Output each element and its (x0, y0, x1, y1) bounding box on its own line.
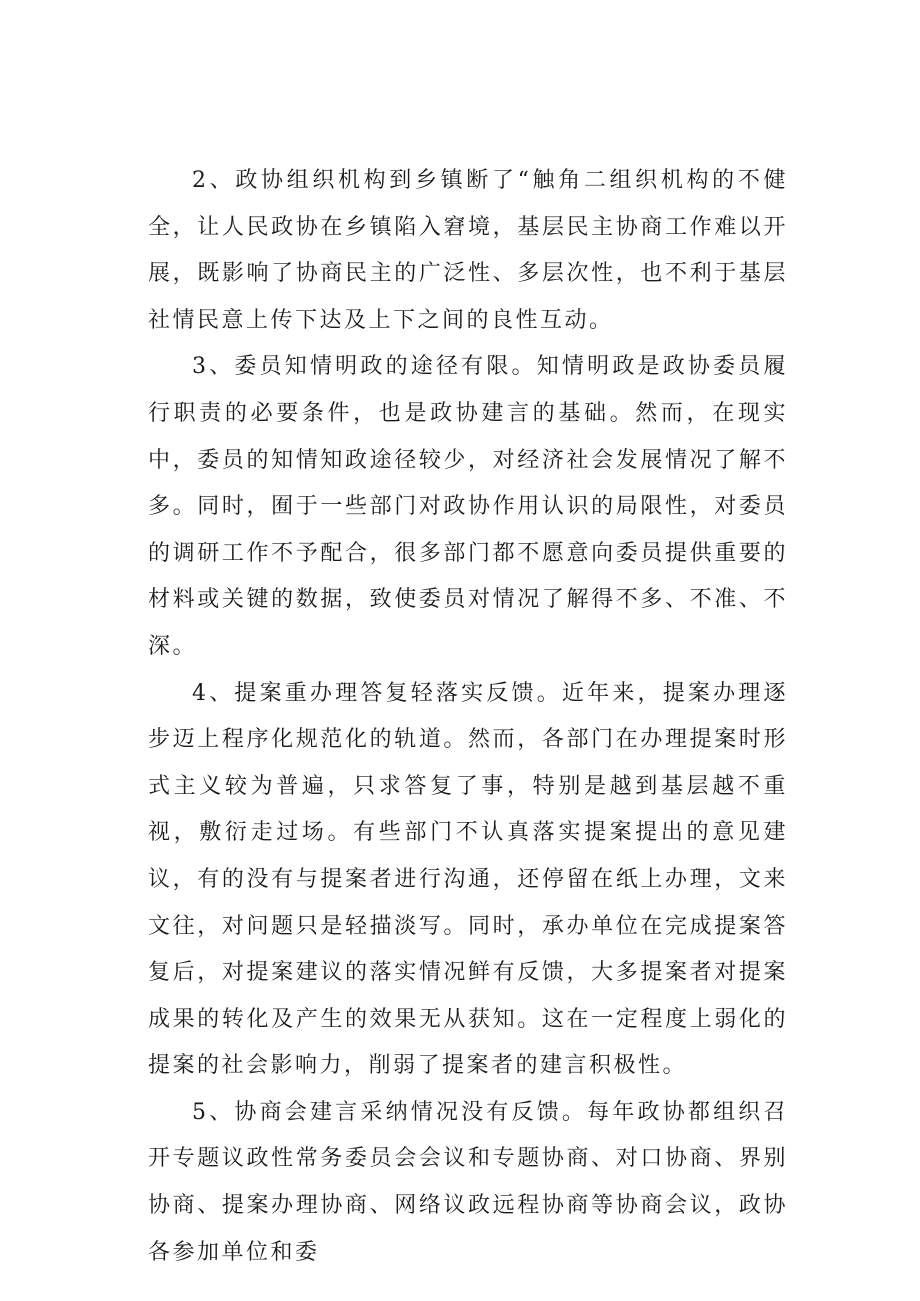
paragraph-5: 5、协商会建言采纳情况没有反馈。每年政协都组织召开专题议政性常务委员会会议和专题协商、对口协商、界别协商、提案办理协商、网络议政远程协商等协商会议，政协各参加单位和委 (148, 1099, 788, 1265)
document-body (148, 158, 788, 1276)
paragraph-2: 2、政协组织机构到乡镇断了“触角二组织机构的不健全，让人民政协在乡镇陷入窘境，基层民主协商工作难以开展，既影响了协商民主的广泛性、多层次性，也不利于基层社情民意上传下达及上下之间的良性互动。 (148, 168, 788, 333)
paragraph-3: 3、委员知情明政的途径有限。知情明政是政协委员履行职责的必要条件，也是政协建言的基础。然而，在现实中，委员的知情知政途径较少，对经济社会发展情况了解不多。同时，囿于一些部门对政协作用认识的局限性，对委员的调研工作不予配合，很多部门都不愿意向委员提供重要的材料或关键的数据，致使委员对情况了解得不多、不准、不深。 (148, 354, 788, 659)
paragraph-4: 4、提案重办理答复轻落实反馈。近年来，提案办理逐步迈上程序化规范化的轨道。然而，各部门在办理提案时形式主义较为普遍，只求答复了事，特别是越到基层越不重视，敷衍走过场。有些部门不认真落实提案提出的意见建议，有的没有与提案者进行沟通，还停留在纸上办理，文来文往，对问题只是轻描淡写。同时，承办单位在完成提案答复后，对提案建议的落实情况鲜有反馈，大多提案者对提案成果的转化及产生的效果无从获知。这在一定程度上弱化的提案的社会影响力，削弱了提案者的建言积极性。 (148, 680, 788, 1079)
